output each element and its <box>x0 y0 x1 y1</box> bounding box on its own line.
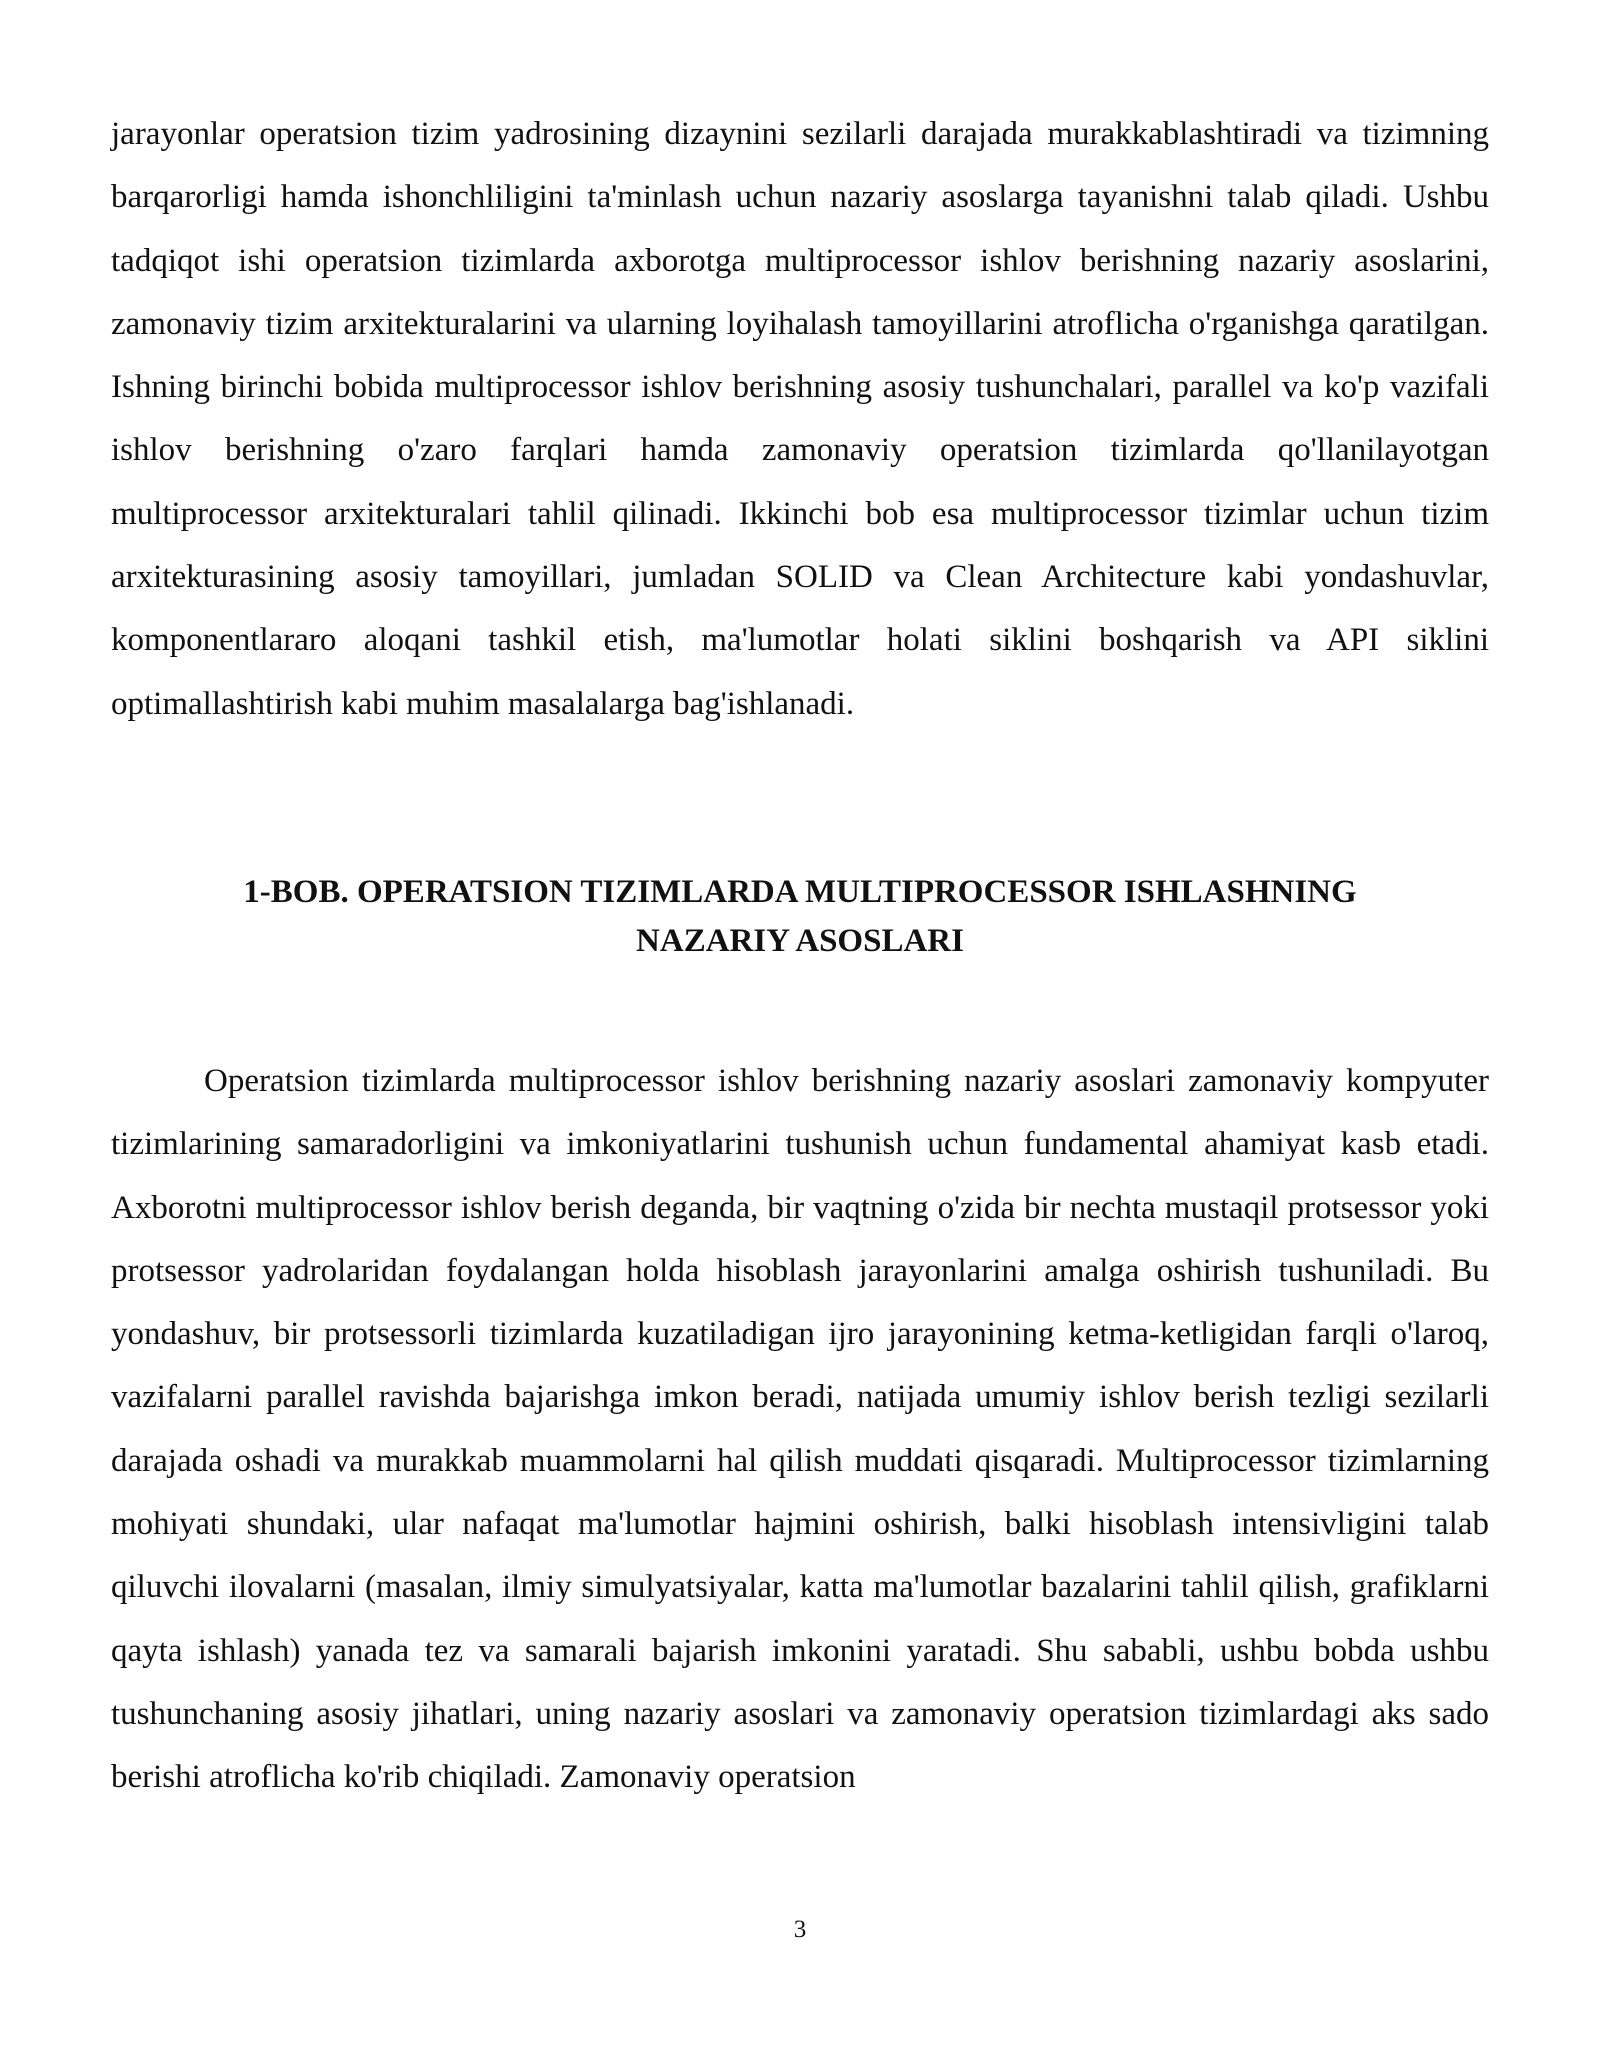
page-number: 3 <box>793 1916 807 1943</box>
body-paragraph-intro: jarayonlar operatsion tizim yadrosining dizaynini sezilarli darajada murakkablashtiradi va tizimning barqarorligi hamda ishonchliligini ta'minlash uchun nazariy asoslarga tayanishni talab qiladi. Ushbu tadqiqot ishi operatsion tizimlarda axborotga multiprocessor ishlov berishning nazariy asoslarini, zamonaviy tizim arxitekturalarini va ularning loyihalash tamoyillarini atroflicha o'rganishga qaratilgan. Ishning birinchi bobida multiprocessor ishlov berishning asosiy tushunchalari, parallel va ko'p vazifali ishlov berishning o'zaro farqlari hamda zamonaviy operatsion tizimlarda qo'llanilayotgan multiprocessor arxitekturalari tahlil qilinadi. Ikkinchi bob esa multiprocessor tizimlar uchun tizim arxitekturasining asosiy tamoyillari, jumladan SOLID va Clean Architecture kabi yondashuvlar, komponentlararo aloqani tashkil etish, ma'lumotlar holati siklini boshqarish va API siklini optimallashtirish kabi muhim masalalarga bag'ishlanadi. <box>111 116 1489 722</box>
body-paragraph-chapter: Operatsion tizimlarda multiprocessor ishlov berishning nazariy asoslari zamonaviy kompyuter tizimlarining samaradorligini va imkoniyatlarini tushunish uchun fundamental ahamiyat kasb etadi. Axborotni multiprocessor ishlov berish deganda, bir vaqtning o'zida bir nechta mustaqil protsessor yoki protsessor yadrolaridan foydalangan holda hisoblash jarayonlarini amalga oshirish tushuniladi. Bu yondashuv, bir protsessorli tizimlarda kuzatiladigan ijro jarayonining ketma-ketligidan farqli o'laroq, vazifalarni parallel ravishda bajarishga imkon beradi, natijada umumiy ishlov berish tezligi sezilarli darajada oshadi va murakkab muammolarni hal qilish muddati qisqaradi. Multiprocessor tizimlarning mohiyati shundaki, ular nafaqat ma'lumotlar hajmini oshirish, balki hisoblash intensivligini talab qiluvchi ilovalarni (masalan, ilmiy simulyatsiyalar, katta ma'lumotlar bazalarini tahlil qilish, grafiklarni qayta ishlash) yanada tez va samarali bajarish imkonini yaratadi. Shu sababli, ushbu bobda ushbu tushunchaning asosiy jihatlari, uning nazariy asoslari va zamonaviy operatsion tizimlardagi aks sado berishi atroflicha ko'rib chiqiladi. Zamonaviy operatsion <box>111 1063 1489 1796</box>
chapter-heading-line-2: NAZARIY ASOSLARI <box>636 923 964 959</box>
chapter-heading <box>111 868 1489 966</box>
chapter-heading-line-1: 1-BOB. OPERATSION TIZIMLARDA MULTIPROCESSOR ISHLASHNING <box>243 874 1357 910</box>
